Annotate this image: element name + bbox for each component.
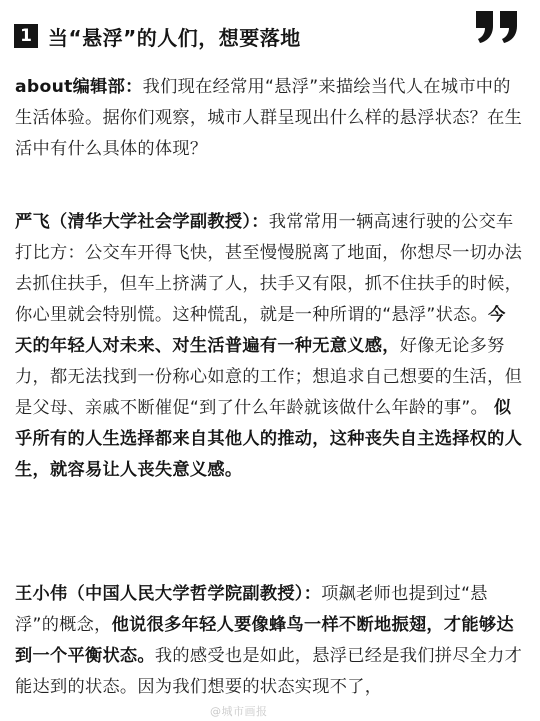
paragraph-text: 我们现在经常用“悬浮”来描绘当代人在城市中的生活体验。据你们观察，城市人群呈现出什么样的悬浮状态？在生活中有什么具体的体现？ [15, 77, 523, 159]
paragraph-text: 好像无论多努力，都无法找到一份称心如意的工作；想追求自己想要的生活，但是父母、亲戚不断催促“到了什么年龄就该做什么年龄的事”。 [15, 336, 523, 418]
section-header [14, 22, 301, 50]
section-title: 当“悬浮”的人们，想要落地 [48, 25, 301, 50]
paragraph-editor-question [15, 72, 523, 165]
paragraph-text: 我常常用一辆高速行驶的公交车打比方：公交车开得飞快，甚至慢慢脱离了地面，你想尽一切办法去抓住扶手，但车上挤满了人，扶手又有限，抓不住扶手的时候，你心里就会特别慌。这种慌乱，就是一种所谓的“悬浮”状态。 [15, 212, 523, 325]
watermark: @城市画报 [210, 705, 268, 718]
paragraph-yan-fei [15, 207, 523, 486]
emphasis-text: 他说很多年轻人要像蜂鸟一样不断地振翅，才能够达到一个平衡状态。 [15, 615, 514, 666]
paragraph-wang-xiaowei [15, 579, 523, 703]
speaker-label: 王小伟（中国人民大学哲学院副教授）： [15, 584, 322, 604]
paragraph-text: 我的感受也是如此，悬浮已经是我们拼尽全力才能达到的状态。因为我们想要的状态实现不了， [15, 646, 523, 697]
section-number-badge: 1 [14, 24, 38, 48]
speaker-label: about编辑部： [15, 77, 143, 97]
closing-quote-icon [473, 10, 521, 44]
paragraph-text: 项飙老师也提到过“悬浮”的概念， [15, 584, 488, 635]
emphasis-text: 似乎所有的人生选择都来自其他人的推动，这种丧失自主选择权的人生，就容易让人丧失意义感。 [15, 398, 523, 480]
speaker-label: 严飞（清华大学社会学副教授）： [15, 212, 269, 232]
emphasis-text: 今天的年轻人对未来、对生活普遍有一种无意义感， [15, 305, 506, 356]
